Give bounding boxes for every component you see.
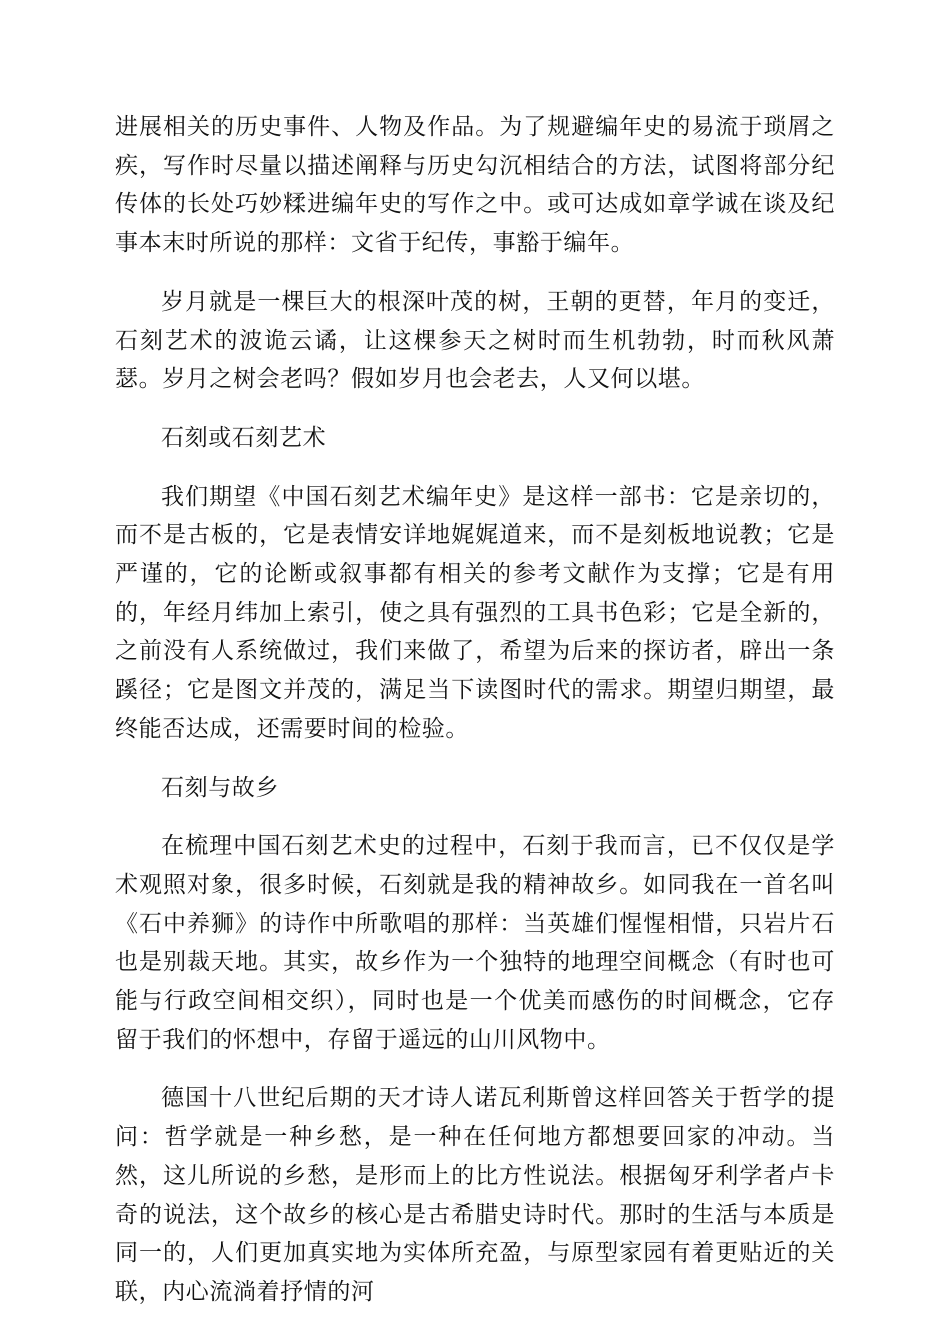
paragraph-novalis-nostalgia: 德国十八世纪后期的天才诗人诺瓦利斯曾这样回答关于哲学的提问：哲学就是一种乡愁，是一种在任何地方都想要回家的冲动。当然，这儿所说的乡愁，是形而上的比方性说法。根据匈牙利学者卢卡奇的说法，这个故乡的核心是古希腊史诗时代。那时的生活与本质是同一的，人们更加真实地为实体所充盈，与原型家园有着更贴近的关联，内心流淌着抒情的河 [115,1085,835,1305]
body-text [115,108,835,1332]
paragraph-spiritual-hometown: 在梳理中国石刻艺术史的过程中，石刻于我而言，已不仅仅是学术观照对象，很多时候，石刻就是我的精神故乡。如同我在一首名叫《石中养狮》的诗作中所歌唱的那样：当英雄们惺惺相惜，只岩片石也是别裁天地。其实，故乡作为一个独特的地理空间概念（有时也可能与行政空间相交织），同时也是一个优美而感伤的时间概念，它存留于我们的怀想中，存留于遥远的山川风物中。 [115,833,835,1053]
section-heading-stone-and-hometown: 石刻与故乡 [161,774,279,801]
paragraph-book-expectations: 我们期望《中国石刻艺术编年史》是这样一部书：它是亲切的，而不是古板的，它是表情安详地娓娓道来，而不是刻板地说教；它是严谨的，它的论断或叙事都有相关的参考文献作为支撑；它是有用的，年经月纬加上索引，使之具有强烈的工具书色彩；它是全新的，之前没有人系统做过，我们来做了，希望为后来的探访者，辟出一条蹊径；它是图文并茂的，满足当下读图时代的需求。期望归期望，最终能否达成，还需要时间的检验。 [115,483,835,742]
paragraph-continuation: 进展相关的历史事件、人物及作品。为了规避编年史的易流于琐屑之疾，写作时尽量以描述阐释与历史勾沉相结合的方法，试图将部分纪传体的长处巧妙糅进编年史的写作之中。或可达成如章学诚在谈及纪事本末时所说的那样：文省于纪传，事豁于编年。 [115,114,835,257]
section-heading-stone-carving-art: 石刻或石刻艺术 [161,424,327,451]
paragraph-tree-of-years: 岁月就是一棵巨大的根深叶茂的树，王朝的更替，年月的变迁，石刻艺术的波诡云谲，让这棵参天之树时而生机勃勃，时而秋风萧瑟。岁月之树会老吗？假如岁月也会老去，人又何以堪。 [115,288,835,393]
